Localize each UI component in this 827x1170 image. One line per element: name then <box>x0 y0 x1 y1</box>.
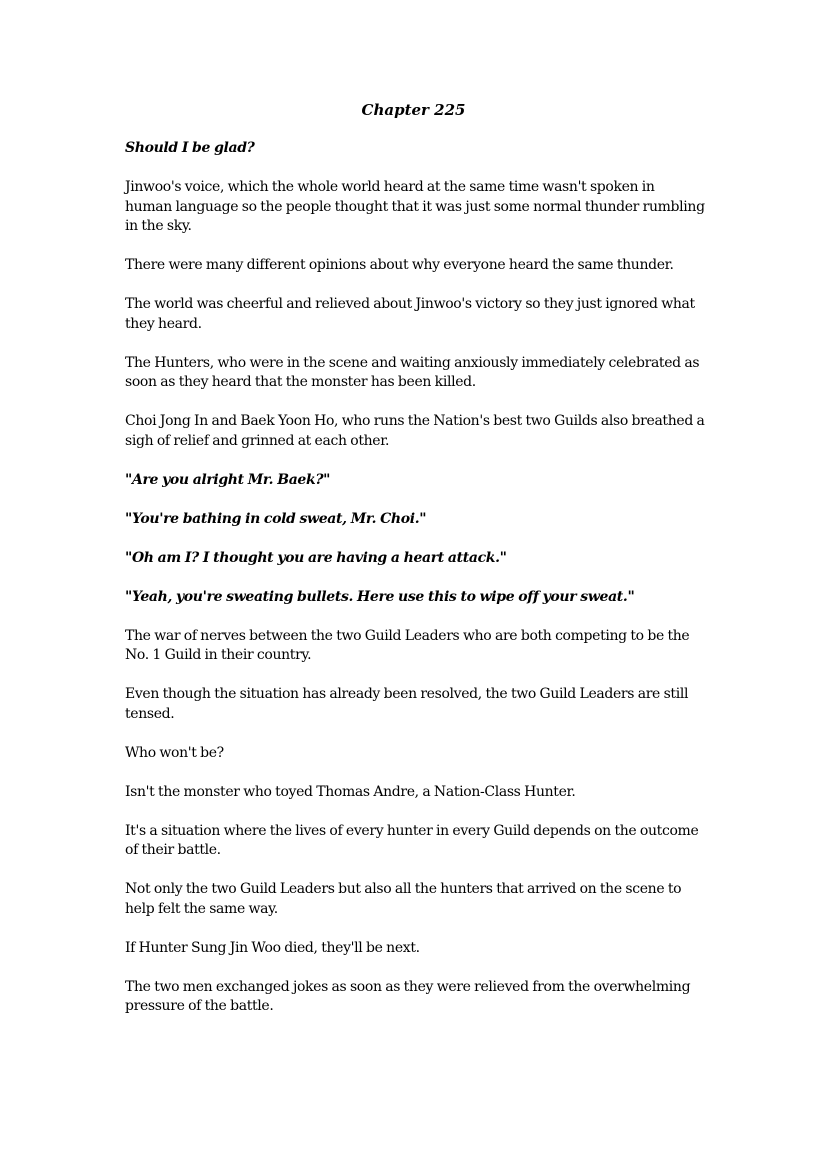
paragraph-9: "Oh am I? I thought you are having a heart attack." <box>125 549 507 566</box>
paragraph-14: Isn't the monster who toyed Thomas Andre, a Nation-Class Hunter. <box>125 783 576 800</box>
paragraph-6: Choi Jong In and Baek Yoon Ho, who runs the Nation's best two Guilds also breathed a sigh of relief and grinned at each other. <box>125 413 705 449</box>
paragraph-4: The world was cheerful and relieved about Jinwoo's victory so they just ignored what they heard. <box>125 296 695 332</box>
paragraph-18: The two men exchanged jokes as soon as they were relieved from the overwhelming pressure of the battle. <box>125 978 691 1014</box>
paragraph-2: Jinwoo's voice, which the whole world heard at the same time wasn't spoken in human language so the people thought that it was just some normal thunder rumbling in the sky. <box>125 179 705 234</box>
paragraph-17: If Hunter Sung Jin Woo died, they'll be next. <box>125 939 420 956</box>
paragraph-1: Should I be glad? <box>125 140 255 156</box>
paragraph-8: "You're bathing in cold sweat, Mr. Choi." <box>125 510 427 527</box>
chapter-title: Chapter 225 <box>361 101 466 119</box>
document-body <box>125 139 705 1036</box>
paragraph-13: Who won't be? <box>125 744 224 761</box>
paragraph-5: The Hunters, who were in the scene and waiting anxiously immediately celebrated as soon as they heard that the monster has been killed. <box>125 354 700 390</box>
paragraph-3: There were many different opinions about why everyone heard the same thunder. <box>125 257 674 273</box>
paragraph-12: Even though the situation has already been resolved, the two Guild Leaders are still tensed. <box>125 686 689 722</box>
paragraph-15: It's a situation where the lives of every hunter in every Guild depends on the outcome of their battle. <box>125 822 699 858</box>
paragraph-11: The war of nerves between the two Guild Leaders who are both competing to be the No. 1 Guild in their country. <box>125 627 690 663</box>
paragraph-7: "Are you alright Mr. Baek?" <box>125 471 331 488</box>
paragraph-10: "Yeah, you're sweating bullets. Here use this to wipe off your sweat." <box>125 588 635 605</box>
paragraph-16: Not only the two Guild Leaders but also all the hunters that arrived on the scene to help felt the same way. <box>125 881 682 917</box>
